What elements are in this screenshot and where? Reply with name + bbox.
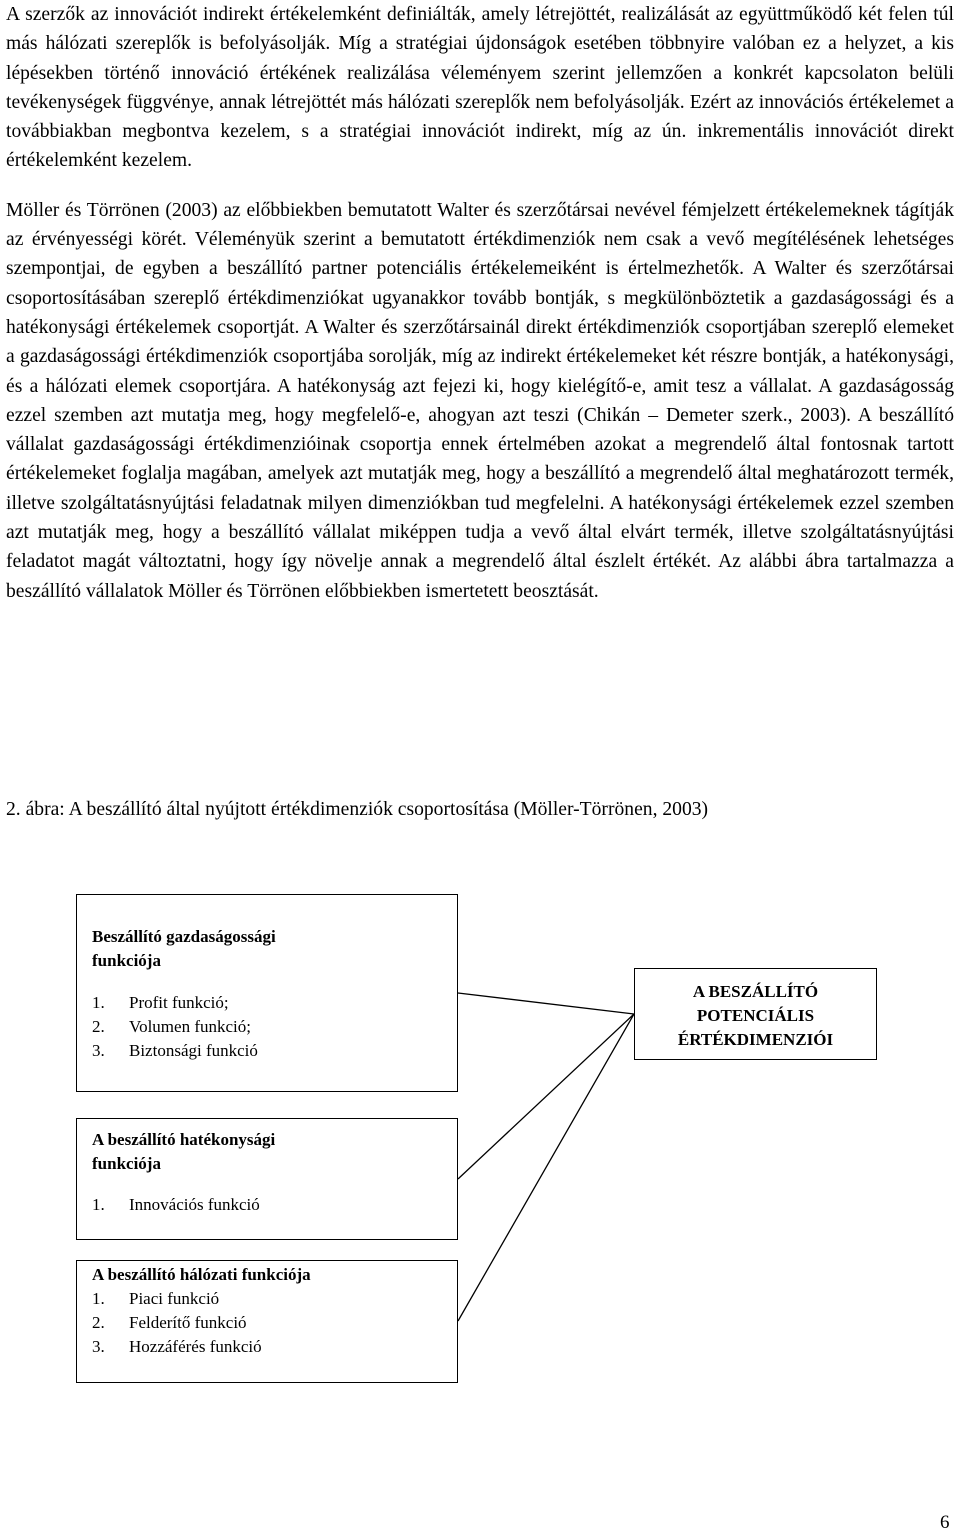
box-efficiency-function xyxy=(76,1118,458,1240)
main-box-line-1: A BESZÁLLÍTÓ xyxy=(692,982,819,1001)
list-item: 1. Profit funkció; xyxy=(92,993,229,1012)
paragraph-2: Möller és Törrönen (2003) az előbbiekben bemutatott Walter és szerzőtársai nevével fémjelzett értékelemeknek tágítják az érvényességi körét. Véleményük szerint a bemutatott értékdimenziók nem csak a vevő megítélésének lehetséges szempontjai, de egyben a beszállító partner potenciális értékelemeiként is értelmezhetők. A Walter és szerzőtársai csoportosításában szereplő értékdimenziókat ugyanakkor tovább bontják, s megkülönböztetik a gazdaságossági és a hatékonysági értékelemek csoportját. A Walter és szerzőtársainál direkt értékdimenziók csoportjában szereplő elemeket a gazdaságossági értékdimenziók csoportjába sorolják, míg az indirekt értékelemeket két részre bontják, a hatékonysági, és a hálózati elemek csoportjára. A hatékonyság azt fejezi ki, hogy kielégítő-e, amit tesz a vállalat. A gazdaságosság ezzel szemben azt mutatja meg, hogy megfelelő-e, ahogyan azt teszi (Chikán – Demeter szerk., 2003). A beszállító vállalat gazdaságossági értékdimenzióinak csoportja ennek értelmében azokat a megrendelő által fontosnak tartott értékelemeket foglalja magában, amelyek azt mutatják meg, hogy a beszállító a megrendelő által meghatározott termék, illetve szolgáltatásnyújtási feladatnak milyen dimenziókban tud megfelelni. A hatékonysági értékelemek ezzel szemben azt mutatják meg, hogy a beszállító vállalat miképpen tudja a vevő által elvárt termék, illetve szolgáltatásnyújtási feladatot magát változtatni, hogy így növelje annak a megrendelő által észlelt értékét. Az alábbi ábra tartalmazza a beszállító vállalatok Möller és Törrönen előbbiekben ismertetett beosztását. xyxy=(6,199,954,602)
list-item: 1. Innovációs funkció xyxy=(92,1195,260,1214)
list-item: 3. Biztonsági funkció xyxy=(92,1041,258,1060)
connector-network xyxy=(458,1014,634,1321)
box-economic-list xyxy=(92,991,443,1063)
box-network-title: A beszállító hálózati funkciója xyxy=(92,1265,311,1284)
box-network-function xyxy=(76,1260,458,1383)
list-item: 2. Felderítő funkció xyxy=(92,1313,247,1332)
list-item: 1. Piaci funkció xyxy=(92,1289,220,1308)
box-economic-function xyxy=(76,894,458,1092)
list-item: 2. Volumen funkció; xyxy=(92,1017,251,1036)
box-network-list xyxy=(92,1287,443,1359)
box-potential-value-dimensions xyxy=(634,968,877,1060)
list-item: 3. Hozzáférés funkció xyxy=(92,1337,262,1356)
figure-caption: 2. ábra: A beszállító által nyújtott értékdimenziók csoportosítása (Möller-Törrönen, 2003) xyxy=(6,799,709,820)
main-box-line-3: ÉRTÉKDIMENZIÓI xyxy=(677,1030,834,1049)
paragraph-1: A szerzők az innovációt indirekt értékelemként definiálták, amely létrejöttét, realizálását az együttműködő két felen túl más hálózati szereplők is befolyásolják. Míg a stratégiai újdonságok esetében többnyire valóban ez a helyzet, a kis lépésekben történő innováció értékének realizálása véleményem szerint jellemzően a konkrét kapcsolaton belüli tevékenységek függvénye, annak létrejöttét más hálózati szereplők nem befolyásolják. Ezért az innovációs értékelemet a továbbiakban megbontva kezelem, s a stratégiai innovációt indirekt, míg az ún. inkrementális innovációt direkt értékelemként kezelem. xyxy=(6,4,954,172)
box-economic-title: Beszállító gazdaságossági funkciója xyxy=(92,927,276,970)
box-efficiency-list xyxy=(92,1193,443,1217)
box-efficiency-title: A beszállító hatékonysági funkciója xyxy=(92,1130,276,1173)
connector-efficiency xyxy=(458,1014,634,1179)
main-box-line-2: POTENCIÁLIS xyxy=(696,1006,815,1025)
page-number: 6 xyxy=(940,1512,950,1533)
connector-economic xyxy=(458,993,634,1014)
